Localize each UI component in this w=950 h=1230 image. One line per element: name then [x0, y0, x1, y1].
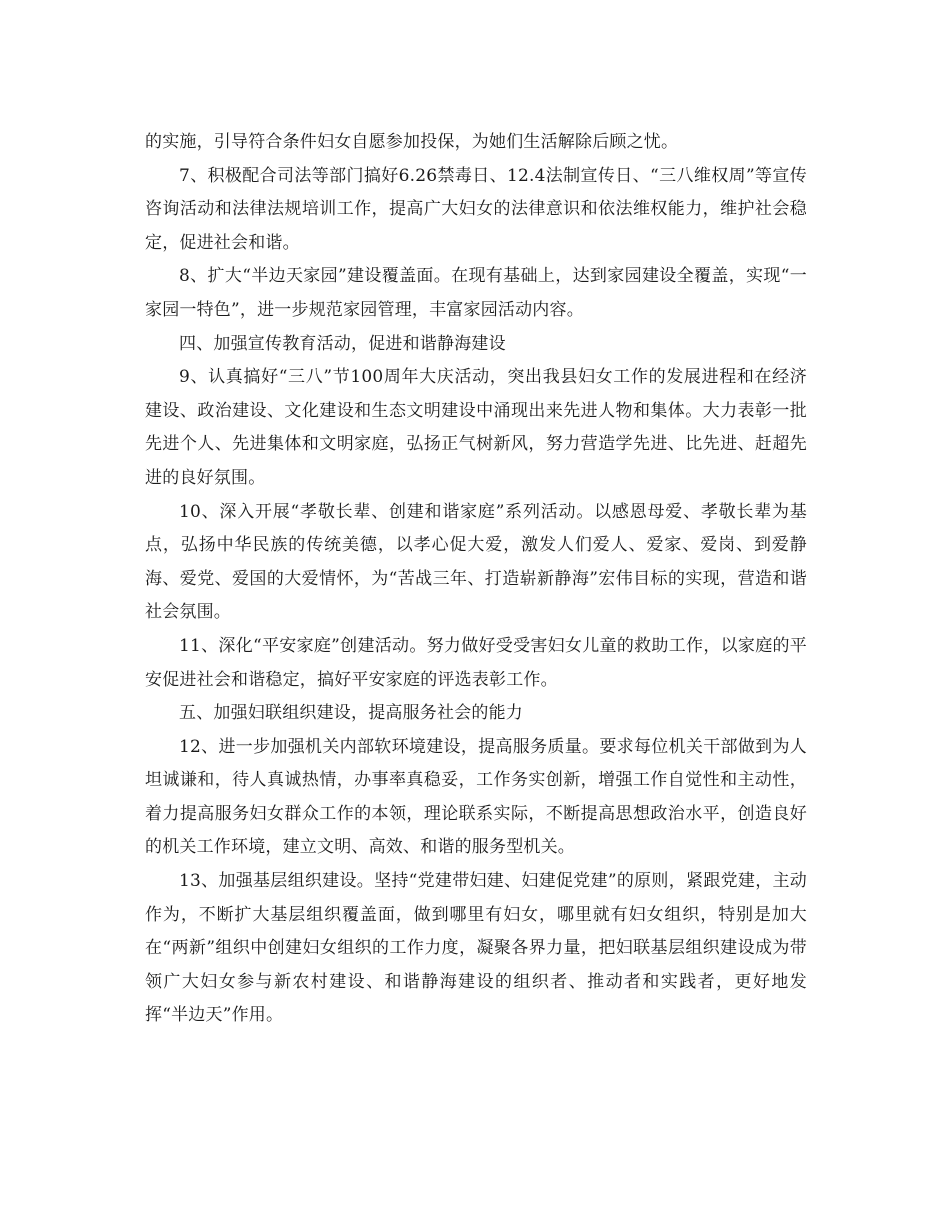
- paragraph-item-13: 13、加强基层组织建设。坚持“党建带妇建、妇建促党建”的原则，紧跟党建，主动作为，不断扩大基层组织覆盖面，做到哪里有妇女，哪里就有妇女组织，特别是加大在“两新”组织中创建妇女组织的工作力度，凝聚各界力量，把妇联基层组织建设成为带领广大妇女参与新农村建设、和谐静海建设的组织者、推动者和实践者，更好地发挥“半边天”作用。: [145, 871, 807, 1026]
- paragraph-item-12: 12、进一步加强机关内部软环境建设，提高服务质量。要求每位机关干部做到为人坦诚谦和，待人真诚热情，办事率真稳妥，工作务实创新，增强工作自觉性和主动性，着力提高服务妇女群众工作的本领，理论联系实际，不断提高思想政治水平，创造良好的机关工作环境，建立文明、高效、和谐的服务型机关。: [145, 736, 807, 858]
- paragraph-item-10: 10、深入开展“孝敬长辈、创建和谐家庭”系列活动。以感恩母爱、孝敬长辈为基点，弘扬中华民族的传统美德，以孝心促大爱，激发人们爱人、爱家、爱岗、到爱静海、爱党、爱国的大爱情怀，为“苦战三年、打造崭新静海”宏伟目标的实现，营造和谐社会氛围。: [145, 501, 807, 623]
- paragraph-item-11: 11、深化“平安家庭”创建活动。努力做好受受害妇女儿童的救助工作，以家庭的平安促进社会和谐稳定，搞好平安家庭的评选表彰工作。: [145, 635, 807, 690]
- section-heading-5: 五、加强妇联组织建设，提高服务社会的能力: [179, 703, 523, 724]
- paragraph-item-7: 7、积极配合司法等部门搞好6.26禁毒日、12.4法制宣传日、“三八维权周”等宣传咨询活动和法律法规培训工作，提高广大妇女的法律意识和依法维权能力，维护社会稳定，促进社会和谐。: [145, 165, 807, 253]
- paragraph-item-8: 8、扩大“半边天家园”建设覆盖面。在现有基础上，达到家园建设全覆盖，实现“一家园一特色”，进一步规范家园管理，丰富家园活动内容。: [145, 266, 807, 320]
- paragraph-continuation: 的实施，引导符合条件妇女自愿参加投保，为她们生活解除后顾之忧。: [145, 132, 679, 152]
- paragraph-item-9: 9、认真搞好“三八”节100周年大庆活动，突出我县妇女工作的发展进程和在经济建设、政治建设、文化建设和生态文明建设中涌现出来先进人物和集体。大力表彰一批先进个人、先进集体和文明家庭，弘扬正气树新风，努力营造学先进、比先进、赶超先进的良好氛围。: [145, 367, 807, 488]
- document-body: [145, 126, 807, 1033]
- section-heading-4: 四、加强宣传教育活动，促进和谐静海建设: [179, 333, 506, 354]
